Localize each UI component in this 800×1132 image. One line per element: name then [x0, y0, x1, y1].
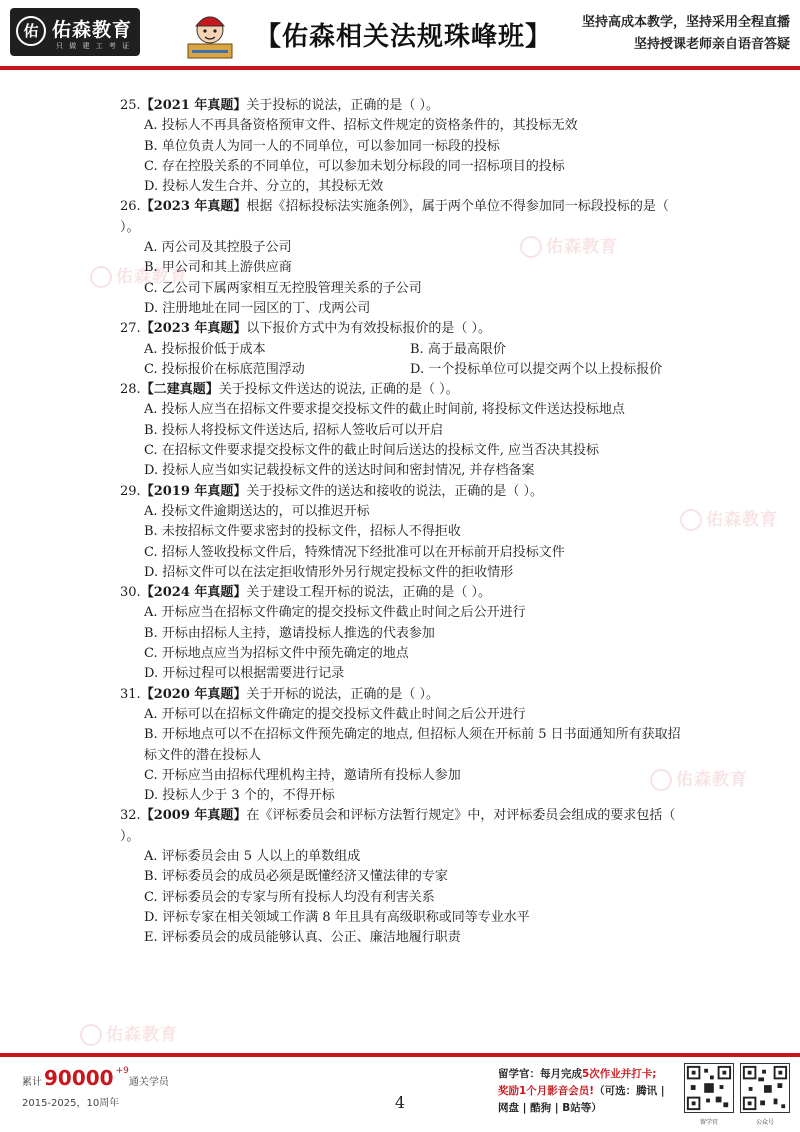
- question-item: [120, 482, 690, 583]
- slogan-line: 坚持授课老师亲自语音答疑: [633, 37, 790, 52]
- question-option: C. 投标报价在标底范围浮动: [144, 361, 305, 377]
- page-header: [0, 0, 800, 74]
- watermark-text: 佑森教育: [106, 1025, 178, 1045]
- logo-badge-icon: 佑: [16, 16, 46, 46]
- question-option: C. 评标委员会的专家与所有投标人均没有利害关系: [144, 889, 435, 905]
- question-stem: 25.【2021 年真题】关于投标的说法，正确的是（ ）。: [120, 98, 440, 113]
- question-item: [120, 96, 690, 197]
- question-option: A. 投标报价低于成本: [144, 341, 266, 357]
- question-item: [120, 197, 690, 319]
- question-option: B. 未按招标文件要求密封的投标文件，招标人不得拒收: [144, 524, 461, 540]
- page-number: 4: [394, 1093, 406, 1112]
- watermark-text: 佑森教育: [116, 267, 188, 287]
- question-stem: 32.【2009 年真题】在《评标委员会和评标方法暂行规定》中，对评标委员会组成的要求包括（ ）。: [120, 808, 676, 844]
- question-option: B. 评标委员会的成员必须是既懂经济又懂法律的专家: [144, 869, 448, 885]
- question-option: A. 投标文件逾期送达的，可以推迟开标: [144, 503, 370, 519]
- question-stem: 29.【2019 年真题】关于投标文件的送达和接收的说法，正确的是（ ）。: [120, 483, 544, 499]
- question-option: B. 投标人将投标文件送达后, 招标人签收后可以开启: [144, 422, 444, 438]
- watermark-text: 佑森教育: [546, 237, 618, 257]
- question-option: D. 投标人发生合并、分立的，其投标无效: [144, 179, 384, 195]
- question-option: B. 开标地点可以不在招标文件预先确定的地点, 但招标人须在开标前 5 日书面通知所有获取招标文件的潜在投标人: [144, 727, 681, 763]
- question-option: B. 高于最高限价: [410, 341, 506, 357]
- question-option: C. 开标地点应当为招标文件中预先确定的地点: [144, 646, 409, 662]
- watermark-logo: [680, 505, 778, 531]
- question-option: D. 评标专家在相关领域工作满 8 年且具有高级职称或同等专业水平: [144, 909, 530, 925]
- question-list: [120, 96, 690, 948]
- question-option: D. 投标人少于 3 个的，不得开标: [144, 788, 335, 804]
- qr-code-icon: [740, 1063, 790, 1113]
- question-option: C. 在招标文件要求提交投标文件的截止时间后送达的投标文件, 应当否决其投标: [144, 443, 600, 459]
- question-option: A. 丙公司及其控股子公司: [144, 240, 292, 256]
- question-option: B. 单位负责人为同一人的不同单位，可以参加同一标段的投标: [144, 138, 500, 154]
- question-option: C. 乙公司下属两家相互无控股管理关系的子公司: [144, 280, 422, 296]
- option-row: [120, 360, 690, 380]
- question-option: C. 开标应当由招标代理机构主持，邀请所有投标人参加: [144, 767, 461, 783]
- question-stem: 26.【2023 年真题】根据《招标投标法实施条例》，属于两个单位不得参加同一标段投标的是（ ）。: [120, 199, 669, 235]
- question-option: B. 开标由招标人主持，邀请投标人推选的代表参加: [144, 625, 435, 641]
- question-stem: 27.【2023 年真题】以下报价方式中为有效投标报价的是（ ）。: [120, 321, 492, 337]
- question-option: D. 投标人应当如实记载投标文件的送达时间和密封情况, 并存档备案: [144, 463, 535, 479]
- question-option: D. 注册地址在同一园区的丁、戊两公司: [144, 300, 371, 316]
- watermark-text: 佑森教育: [676, 770, 748, 790]
- question-option: A. 投标人不再具备资格预审文件、招标文件规定的资格条件的，其投标无效: [144, 118, 578, 134]
- question-item: [120, 583, 690, 684]
- question-option: C. 存在控股关系的不同单位，可以参加未划分标段的同一招标项目的投标: [144, 158, 565, 174]
- question-item: [120, 685, 690, 807]
- watermark-logo: [80, 1020, 178, 1046]
- watermark-badge-icon: [90, 266, 112, 288]
- qr-label: 留学官: [699, 1119, 718, 1126]
- footer-divider: [0, 1053, 800, 1057]
- qr-code: [684, 1063, 734, 1126]
- logo-name: 佑森教育: [52, 19, 133, 41]
- qr-code: [740, 1063, 790, 1126]
- question-option: C. 招标人签收投标文件后，特殊情况下经批准可以在开标前开启投标文件: [144, 544, 565, 560]
- question-stem: 30.【2024 年真题】关于建设工程开标的说法，正确的是（ ）。: [120, 585, 492, 601]
- question-option: A. 投标人应当在招标文件要求提交投标文件的截止时间前, 将投标文件送达投标地点: [144, 402, 625, 418]
- question-option: D. 开标过程可以根据需要进行记录: [144, 666, 345, 682]
- question-item: [120, 380, 690, 481]
- header-divider: [0, 66, 800, 70]
- question-stem: 28.【二建真题】关于投标文件送达的说法, 正确的是（ ）。: [120, 382, 459, 398]
- question-stem: 31.【2020 年真题】关于开标的说法，正确的是（ ）。: [120, 686, 440, 702]
- question-option: A. 评标委员会由 5 人以上的单数组成: [144, 848, 361, 864]
- question-option: D. 一个投标单位可以提交两个以上投标报价: [410, 361, 663, 377]
- anniversary-text: 2015-2025，10周年: [22, 1098, 120, 1109]
- question-option: E. 评标委员会的成员能够认真、公正、廉洁地履行职责: [144, 930, 461, 946]
- question-option: A. 开标应当在招标文件确定的提交投标文件截止时间之后公开进行: [144, 605, 526, 621]
- question-option: D. 招标文件可以在法定拒收情形外另行规定投标文件的拒收情形: [144, 564, 514, 580]
- qr-code-icon: [684, 1063, 734, 1113]
- question-option: A. 开标可以在招标文件确定的提交投标文件截止时间之后公开进行: [144, 706, 526, 722]
- mascot-icon: [180, 4, 240, 64]
- slogan-line: 坚持高成本教学，坚持采用全程直播: [581, 15, 790, 30]
- promo-text: 留学官：每月完成5次作业并打卡; 奖励1个月影音会员!（可选：腾讯 | 网盘 | 酷狗 | B站等）: [498, 1068, 665, 1114]
- course-title: 【佑森相关法规珠峰班】: [255, 22, 553, 52]
- qr-label: 公众号: [755, 1119, 774, 1126]
- brand-logo: [10, 8, 140, 56]
- question-option: B. 甲公司和其上游供应商: [144, 260, 292, 276]
- question-item: [120, 806, 690, 948]
- option-row: [120, 340, 690, 360]
- watermark-text: 佑森教育: [706, 510, 778, 530]
- question-item: [120, 319, 690, 380]
- watermark-badge-icon: [80, 1024, 102, 1046]
- logo-tagline: 只 做 建 工 考 证: [56, 42, 132, 50]
- header-slogans: [582, 12, 790, 56]
- learner-count: 累计 90000 +9通关学员: [22, 1066, 169, 1090]
